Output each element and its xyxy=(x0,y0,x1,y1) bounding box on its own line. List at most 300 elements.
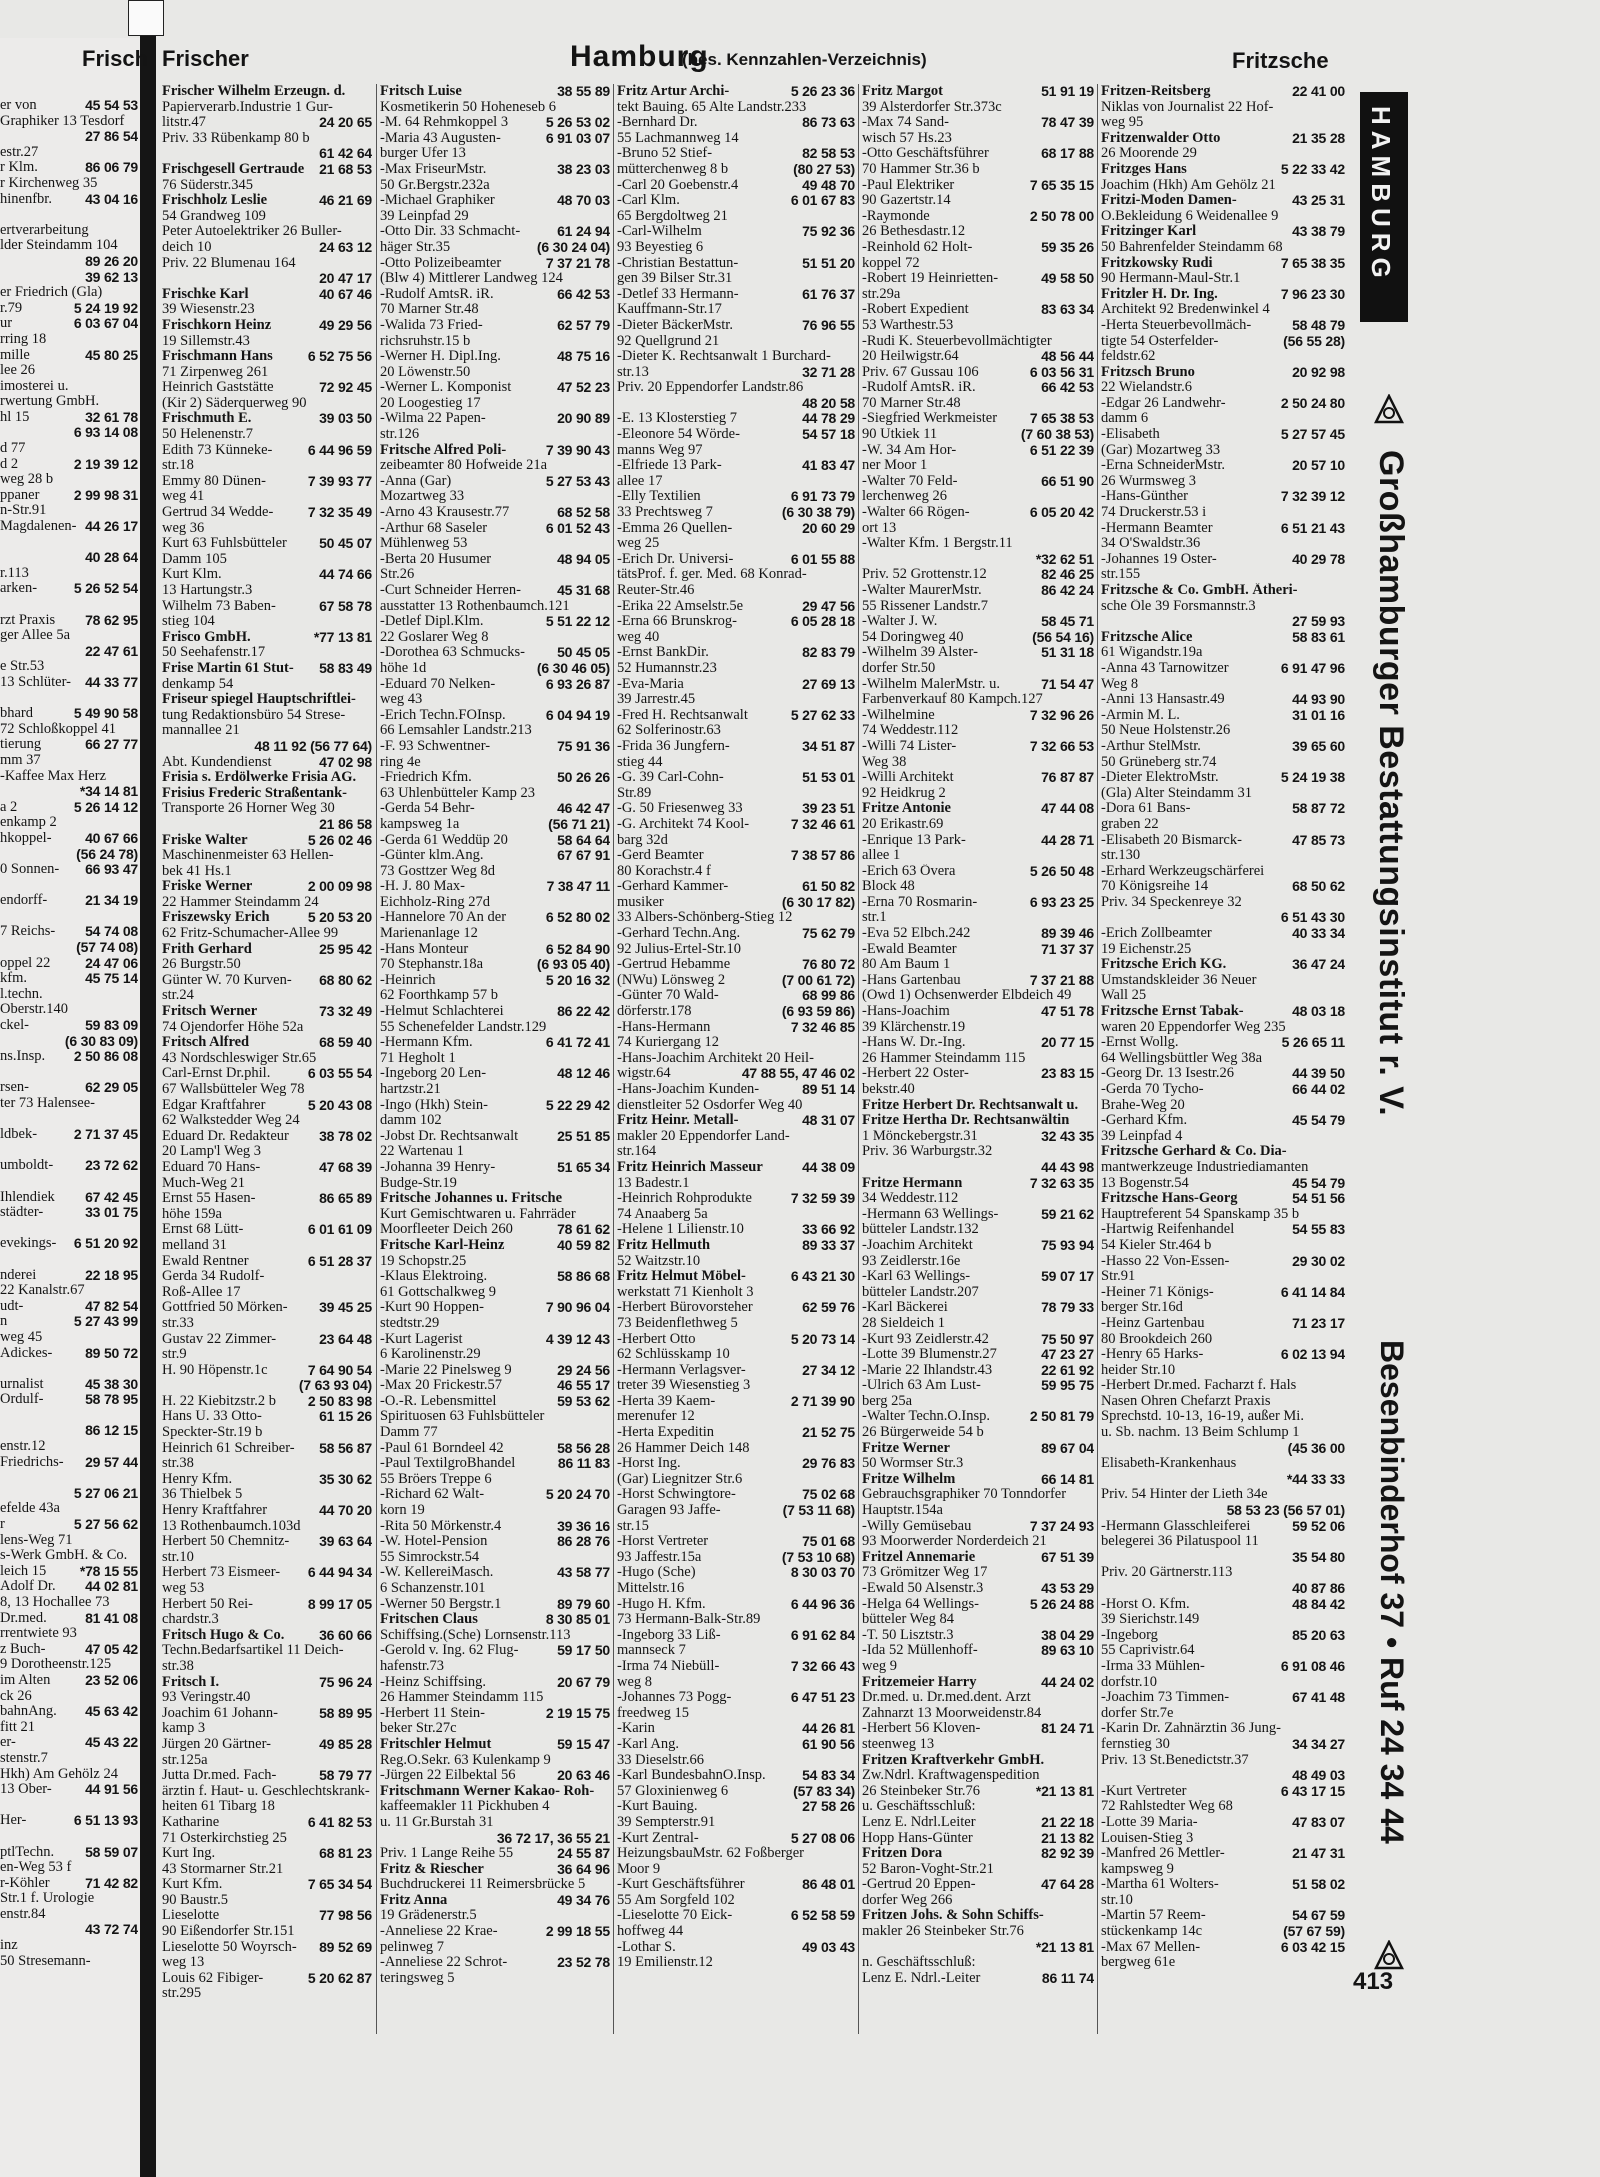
entry-text: 26 Burgstr.50 xyxy=(162,957,241,973)
entry-text: -Walter MaurerMstr. xyxy=(862,583,982,598)
entry-text: Graphiker 13 Tesdorf xyxy=(0,113,125,129)
directory-entry xyxy=(380,1051,610,1067)
phone-number: 40 33 34 xyxy=(1292,926,1345,942)
directory-entry xyxy=(162,1176,372,1192)
phone-number: 2 99 18 55 xyxy=(545,1924,610,1940)
directory-entry xyxy=(380,1487,610,1503)
phone-number: 6 91 47 96 xyxy=(1280,660,1345,676)
directory-entry xyxy=(1101,349,1345,365)
directory-entry xyxy=(1101,334,1345,350)
directory-entry xyxy=(617,162,855,178)
directory-entry xyxy=(0,1938,138,1954)
directory-entry xyxy=(862,256,1094,272)
entry-text: Budge-Str.19 xyxy=(380,1175,457,1191)
phone-number: 7 32 46 85 xyxy=(790,1019,855,1035)
directory-entry xyxy=(162,833,372,849)
header-first-word: Frischer xyxy=(162,46,249,71)
directory-entry xyxy=(162,1254,372,1270)
phone-number: 8 30 03 70 xyxy=(790,1565,855,1581)
entry-text: 13 Badestr.1 xyxy=(617,1175,690,1191)
phone-number: *77 13 81 xyxy=(313,629,372,645)
directory-entry xyxy=(862,1300,1094,1316)
directory-entry xyxy=(0,1876,138,1892)
entry-text: freedweg 15 xyxy=(617,1705,690,1721)
directory-entry xyxy=(162,817,372,833)
entry-text: 52 Baron-Voght-Str.21 xyxy=(862,1861,994,1877)
entry-text: hartzstr.21 xyxy=(380,1082,441,1097)
entry-text: Herbert 50 Chemnitz- xyxy=(162,1534,290,1550)
entry-text: bütteler Landstr.207 xyxy=(862,1284,979,1300)
directory-entry xyxy=(617,583,855,599)
directory-entry xyxy=(862,1893,1094,1909)
entry-text: Frischmuth E. xyxy=(162,411,252,427)
phone-number: 59 52 06 xyxy=(1292,1518,1345,1534)
phone-number: 76 80 72 xyxy=(802,957,855,973)
entry-text: 54 Grandweg 109 xyxy=(162,208,266,224)
directory-entry xyxy=(1101,1176,1345,1192)
directory-entry xyxy=(862,552,1094,568)
entry-text: H. 90 Höpenstr.1c xyxy=(162,1362,268,1378)
phone-number: 45 80 25 xyxy=(85,347,138,363)
directory-entry xyxy=(0,909,138,925)
directory-entry xyxy=(380,833,610,849)
directory-entry xyxy=(162,645,372,661)
directory-entry xyxy=(862,1222,1094,1238)
hamburg-side-tab xyxy=(1360,92,1408,322)
directory-entry xyxy=(1101,178,1345,194)
entry-text: enstr.12 xyxy=(0,1439,46,1455)
entry-text: -Hans-Joachim Architekt 20 Heil- xyxy=(617,1050,814,1066)
phone-number: 38 23 03 xyxy=(557,161,610,177)
entry-text: Frise Martin 61 Stut- xyxy=(162,660,294,676)
phone-number: 44 74 66 xyxy=(319,567,372,583)
entry-text: -Willi Architekt xyxy=(862,770,954,786)
entry-text: Fritschen Claus xyxy=(380,1612,478,1628)
directory-entry xyxy=(617,1472,855,1488)
directory-entry xyxy=(617,224,855,240)
directory-entry xyxy=(617,801,855,817)
directory-entry xyxy=(380,302,610,318)
entry-text: imosterei u. xyxy=(0,378,69,394)
phone-number: 48 56 44 xyxy=(1041,349,1094,365)
directory-entry xyxy=(0,1657,138,1673)
phone-number: 75 02 68 xyxy=(802,1487,855,1503)
directory-entry xyxy=(380,770,610,786)
phone-number: 59 07 17 xyxy=(1041,1269,1094,1285)
entry-text: Kurt Kfm. xyxy=(162,1877,223,1893)
phone-number: 40 29 78 xyxy=(1292,551,1345,567)
phone-number: 77 98 56 xyxy=(319,1908,372,1924)
directory-entry xyxy=(1101,224,1345,240)
directory-entry xyxy=(380,1113,610,1129)
phone-number: 61 15 26 xyxy=(319,1409,372,1425)
phone-number: 7 65 35 15 xyxy=(1029,177,1094,193)
directory-entry xyxy=(162,1425,372,1441)
directory-entry xyxy=(162,1940,372,1956)
entry-text: arken- xyxy=(0,581,38,597)
phone-number: 47 82 54 xyxy=(85,1298,138,1314)
directory-entry xyxy=(162,583,372,599)
entry-text: ausstatter 13 Rothenbaumch.121 xyxy=(380,598,570,614)
directory-entry xyxy=(162,1020,372,1036)
phone-number: 6 44 94 34 xyxy=(307,1565,372,1581)
entry-text: Fritz Heinr. Metall- xyxy=(617,1113,739,1129)
directory-entry xyxy=(162,1098,372,1114)
directory-entry xyxy=(1101,1378,1345,1394)
entry-text: -Gerold v. Ing. 62 Flug- xyxy=(380,1643,519,1659)
entry-text: -Max 20 Frickestr.57 xyxy=(380,1378,503,1394)
phone-number: 67 58 78 xyxy=(319,598,372,614)
directory-entry xyxy=(862,786,1094,802)
directory-entry xyxy=(1101,973,1345,989)
entry-text: ärztin f. Haut- u. Geschlechtskrank- xyxy=(162,1783,370,1799)
entry-text: 74 Weddestr.112 xyxy=(862,723,959,739)
directory-entry xyxy=(162,1628,372,1644)
entry-text: -Rudolf AmtsR. iR. xyxy=(380,286,494,302)
phone-number: 78 47 39 xyxy=(1041,115,1094,131)
phone-number: 78 61 62 xyxy=(557,1222,610,1238)
directory-entry xyxy=(862,848,1094,864)
entry-text: 36 Thielbek 5 xyxy=(162,1487,243,1503)
entry-text: Mittelstr.16 xyxy=(617,1581,685,1596)
phone-number: 7 65 38 35 xyxy=(1280,255,1345,271)
entry-text: r xyxy=(0,1517,5,1533)
entry-text: Fritzsche Alice xyxy=(1101,629,1193,645)
directory-entry xyxy=(862,365,1094,381)
entry-text: Frischkorn Heinz xyxy=(162,317,272,333)
entry-text: dienstleiter 52 Osdorfer Weg 40 xyxy=(617,1097,803,1113)
entry-text: Schiffsing.(Sche) Lornsenstr.113 xyxy=(380,1627,571,1643)
entry-text: -Helene 1 Lilienstr.10 xyxy=(617,1222,744,1238)
entry-text: Roß-Allee 17 xyxy=(162,1284,241,1300)
directory-entry xyxy=(162,1144,372,1160)
directory-entry xyxy=(0,1361,138,1377)
entry-text: -Herbert 11 Stein- xyxy=(380,1705,485,1721)
directory-entry xyxy=(380,1893,610,1909)
entry-text: Kosmetikerin 50 Hoheneseb 6 xyxy=(380,99,556,115)
directory-entry xyxy=(0,1829,138,1845)
entry-text: -Walter 66 Rögen- xyxy=(862,505,970,521)
entry-text: Mozartweg 33 xyxy=(380,489,465,505)
directory-entry xyxy=(162,1285,372,1301)
directory-entry xyxy=(0,628,138,644)
directory-entry xyxy=(0,1174,138,1190)
phone-number: 58 64 64 xyxy=(557,832,610,848)
entry-text: feldstr.62 xyxy=(1101,349,1156,365)
directory-entry xyxy=(0,1439,138,1455)
directory-entry xyxy=(380,1316,610,1332)
directory-entry xyxy=(617,910,855,926)
phone-number: 21 52 75 xyxy=(802,1425,855,1441)
phone-number: (57 67 59) xyxy=(1283,1924,1345,1940)
phone-number: 49 34 76 xyxy=(557,1892,610,1908)
directory-entry xyxy=(1101,380,1345,396)
entry-text: Fritzsche Hans-Georg xyxy=(1101,1191,1238,1207)
entry-text: 61 Wigandstr.19a xyxy=(1101,645,1203,661)
entry-text: -Kurt Lagerist xyxy=(380,1331,463,1347)
phone-number: 58 48 79 xyxy=(1292,317,1345,333)
directory-entry xyxy=(617,443,855,459)
directory-entry xyxy=(1101,1690,1345,1706)
entry-text: bekstr.40 xyxy=(862,1082,915,1097)
entry-text: 43 Stormarner Str.21 xyxy=(162,1861,284,1877)
directory-entry xyxy=(862,1877,1094,1893)
directory-entry xyxy=(862,739,1094,755)
directory-entry xyxy=(162,1893,372,1909)
phone-number: 66 42 53 xyxy=(557,286,610,302)
directory-entry xyxy=(0,924,138,940)
directory-entry xyxy=(162,178,372,194)
directory-entry xyxy=(1101,1129,1345,1145)
directory-entry xyxy=(0,254,138,270)
directory-entry xyxy=(162,1222,372,1238)
entry-text: werkstatt 71 Kienholt 3 xyxy=(617,1284,754,1300)
phone-number: 22 61 92 xyxy=(1041,1362,1094,1378)
directory-entry xyxy=(617,895,855,911)
entry-text: zeibeamter 80 Hofweide 21a xyxy=(380,458,548,474)
entry-text: -Lotte 39 Maria- xyxy=(1101,1814,1198,1830)
directory-entry xyxy=(862,833,1094,849)
phone-number: 75 01 68 xyxy=(802,1534,855,1550)
directory-entry xyxy=(0,410,138,426)
entry-text: -Karin Dr. Zahnärztin 36 Jung- xyxy=(1101,1721,1281,1737)
entry-text: Kurt Gemischtwaren u. Fahrräder xyxy=(380,1206,576,1222)
directory-entry xyxy=(617,1409,855,1425)
phone-number: 2 50 81 79 xyxy=(1029,1409,1094,1425)
phone-number: 51 53 01 xyxy=(802,770,855,786)
directory-entry xyxy=(0,847,138,863)
entry-text: Fritsch I. xyxy=(162,1674,220,1690)
entry-text: -Erich Dr. Universi- xyxy=(617,551,734,567)
directory-entry xyxy=(1101,1191,1345,1207)
directory-entry xyxy=(617,1503,855,1519)
directory-entry xyxy=(162,1612,372,1628)
directory-entry xyxy=(1101,848,1345,864)
phone-number: 59 83 09 xyxy=(85,1018,138,1034)
directory-entry xyxy=(617,365,855,381)
entry-text: stieg 44 xyxy=(617,754,663,770)
entry-text: -Irma 74 Niebüll- xyxy=(617,1658,720,1674)
directory-entry xyxy=(617,1394,855,1410)
entry-text: 50 Gr.Bergstr.232a xyxy=(380,177,490,193)
directory-entry xyxy=(617,879,855,895)
entry-text: -Karl Bäckerei xyxy=(862,1300,948,1316)
directory-entry xyxy=(162,1768,372,1784)
phone-number: 6 52 75 56 xyxy=(307,349,372,365)
phone-number: 89 67 04 xyxy=(1041,1440,1094,1456)
entry-text: rrentwiete 93 xyxy=(0,1626,77,1642)
phone-number: 6 52 84 90 xyxy=(545,941,610,957)
directory-entry xyxy=(0,1798,138,1814)
directory-entry xyxy=(0,379,138,395)
phone-number: 68 99 86 xyxy=(802,988,855,1004)
entry-text: -F. 93 Schwentner- xyxy=(380,738,491,754)
entry-text: n xyxy=(0,1314,8,1330)
entry-text: Frischmann Hans xyxy=(162,349,273,365)
directory-entry xyxy=(862,910,1094,926)
entry-text: u. Geschäftsschluß: xyxy=(862,1799,976,1815)
entry-text: Fritzemeier Harry xyxy=(862,1674,977,1690)
directory-entry xyxy=(617,1316,855,1332)
directory-entry xyxy=(862,1254,1094,1270)
phone-number: 44 24 02 xyxy=(1041,1674,1094,1690)
directory-entry xyxy=(1101,302,1345,318)
directory-entry xyxy=(617,755,855,771)
directory-entry xyxy=(1101,1550,1345,1566)
directory-entry xyxy=(1101,84,1345,100)
directory-entry xyxy=(380,1815,610,1831)
directory-entry xyxy=(617,84,855,100)
phone-number: 48 03 18 xyxy=(1292,1004,1345,1020)
entry-text: Much-Weg 21 xyxy=(162,1175,245,1191)
directory-entry xyxy=(380,256,610,272)
phone-number: 39 36 16 xyxy=(557,1518,610,1534)
entry-text: Friedrichs- xyxy=(0,1454,64,1470)
entry-text: 50 Seehafenstr.17 xyxy=(162,645,266,661)
phone-number: 58 79 77 xyxy=(319,1768,372,1784)
phone-number: 2 71 37 45 xyxy=(73,1127,138,1143)
directory-entry xyxy=(380,630,610,646)
directory-entry xyxy=(380,1191,610,1207)
phone-number: 7 65 38 53 xyxy=(1029,411,1094,427)
directory-entry xyxy=(862,1799,1094,1815)
entry-text: -Horst O. Kfm. xyxy=(1101,1596,1190,1612)
phone-number: 25 51 85 xyxy=(557,1128,610,1144)
phone-number: 71 42 82 xyxy=(85,1875,138,1891)
entry-text: bek 41 Hs.1 xyxy=(162,863,232,879)
entry-text: -Hermann Glasschleiferei xyxy=(1101,1518,1251,1534)
directory-entry xyxy=(380,1799,610,1815)
directory-entry xyxy=(380,1129,610,1145)
entry-text: -Christian Bestattun- xyxy=(617,255,739,271)
entry-text: z Buch- xyxy=(0,1641,46,1657)
directory-entry xyxy=(162,1191,372,1207)
page-gutter xyxy=(140,0,156,2177)
entry-text: 8, 13 Hochallee 73 xyxy=(0,1595,110,1610)
directory-entry xyxy=(617,988,855,1004)
directory-entry xyxy=(617,1721,855,1737)
directory-entry xyxy=(0,1283,138,1299)
entry-text: Gebrauchsgraphiker 70 Tonndorfer xyxy=(862,1487,1067,1503)
entry-text: -Joachim 73 Timmen- xyxy=(1101,1690,1230,1706)
entry-text: -Karin xyxy=(617,1721,655,1737)
directory-entry xyxy=(380,1643,610,1659)
directory-entry xyxy=(617,318,855,334)
directory-entry xyxy=(0,363,138,379)
entry-text: H. 22 Kiebitzstr.2 b xyxy=(162,1393,276,1409)
directory-entry xyxy=(380,1503,610,1519)
directory-entry xyxy=(862,1706,1094,1722)
directory-entry xyxy=(617,723,855,739)
entry-text: ns.Insp. xyxy=(0,1049,46,1065)
entry-text: Priv. 1 Lange Reihe 55 xyxy=(380,1846,514,1862)
phone-number: 47 51 78 xyxy=(1041,1004,1094,1020)
entry-text: 54 Doringweg 40 xyxy=(862,629,964,645)
directory-entry xyxy=(1101,910,1345,926)
phone-number: 27 58 26 xyxy=(802,1799,855,1815)
directory-entry xyxy=(0,1782,138,1798)
directory-entry xyxy=(862,1144,1094,1160)
entry-text: -Friedrich Kfm. xyxy=(380,770,472,786)
entry-text: bahnAng. xyxy=(0,1704,57,1720)
directory-entry xyxy=(617,146,855,162)
phone-number: 32 43 35 xyxy=(1041,1128,1094,1144)
directory-entry xyxy=(0,1423,138,1439)
phone-number: 6 41 82 53 xyxy=(307,1814,372,1830)
entry-text: -Fred H. Rechtsanwalt xyxy=(617,707,748,723)
directory-entry xyxy=(162,1971,372,1987)
directory-entry xyxy=(380,1784,610,1800)
phone-number: (57 83 34) xyxy=(793,1783,855,1799)
directory-entry xyxy=(1101,723,1345,739)
directory-entry xyxy=(617,505,855,521)
phone-number: 40 67 66 xyxy=(85,830,138,846)
entry-text: waren 20 Eppendorfer Weg 235 xyxy=(1101,1019,1286,1035)
phone-number: 7 65 34 54 xyxy=(307,1877,372,1893)
directory-entry xyxy=(380,1753,610,1769)
phone-number: 82 58 53 xyxy=(802,146,855,162)
directory-entry xyxy=(1101,521,1345,537)
directory-entry xyxy=(380,115,610,131)
phone-number: 5 22 29 42 xyxy=(545,1097,610,1113)
directory-entry xyxy=(380,1300,610,1316)
phone-number: 48 31 07 xyxy=(802,1113,855,1129)
entry-text: (Gar) Liegnitzer Str.6 xyxy=(617,1471,743,1487)
entry-text: Priv. 13 St.Benedictstr.37 xyxy=(1101,1752,1249,1768)
phone-number: 86 12 15 xyxy=(85,1423,138,1439)
directory-entry xyxy=(617,1799,855,1815)
phone-number: 6 91 62 84 xyxy=(790,1627,855,1643)
phone-number: 45 54 53 xyxy=(85,98,138,113)
entry-text: Fritz Anna xyxy=(380,1892,448,1908)
directory-entry xyxy=(1101,1472,1345,1488)
directory-entry xyxy=(617,1908,855,1924)
directory-entry xyxy=(617,193,855,209)
directory-entry xyxy=(380,489,610,505)
entry-text: str.1 xyxy=(862,910,887,926)
phone-number: 21 35 28 xyxy=(1292,130,1345,146)
phone-number: 83 63 34 xyxy=(1041,302,1094,318)
phone-number: 86 28 76 xyxy=(557,1534,610,1550)
phone-number: 68 50 62 xyxy=(1292,879,1345,895)
phone-number: 81 24 71 xyxy=(1041,1721,1094,1737)
phone-number: 6 52 80 02 xyxy=(545,910,610,926)
directory-entry xyxy=(1101,1831,1345,1847)
directory-entry xyxy=(162,1534,372,1550)
directory-entry xyxy=(862,864,1094,880)
directory-entry xyxy=(380,536,610,552)
directory-entry xyxy=(162,1332,372,1348)
phone-number: 48 75 16 xyxy=(557,349,610,365)
entry-text: Fritze Werner xyxy=(862,1440,950,1456)
entry-text: -Willy Gemüsebau xyxy=(862,1518,972,1534)
entry-text: weg 41 xyxy=(162,489,205,505)
directory-entry xyxy=(617,552,855,568)
directory-entry xyxy=(0,503,138,519)
directory-entry xyxy=(162,115,372,131)
entry-text: -Georg Dr. 13 Isestr.26 xyxy=(1101,1066,1235,1082)
directory-entry xyxy=(0,207,138,223)
phone-number: 51 31 18 xyxy=(1041,645,1094,661)
directory-entry xyxy=(862,458,1094,474)
entry-text: denkamp 54 xyxy=(162,676,234,692)
directory-entry xyxy=(162,739,372,755)
phone-number: 39 23 51 xyxy=(802,801,855,817)
entry-text: 73 Beidenflethweg 5 xyxy=(617,1315,738,1331)
directory-entry xyxy=(1101,146,1345,162)
directory-entry xyxy=(862,1643,1094,1659)
entry-text: stedtstr.29 xyxy=(380,1315,440,1331)
